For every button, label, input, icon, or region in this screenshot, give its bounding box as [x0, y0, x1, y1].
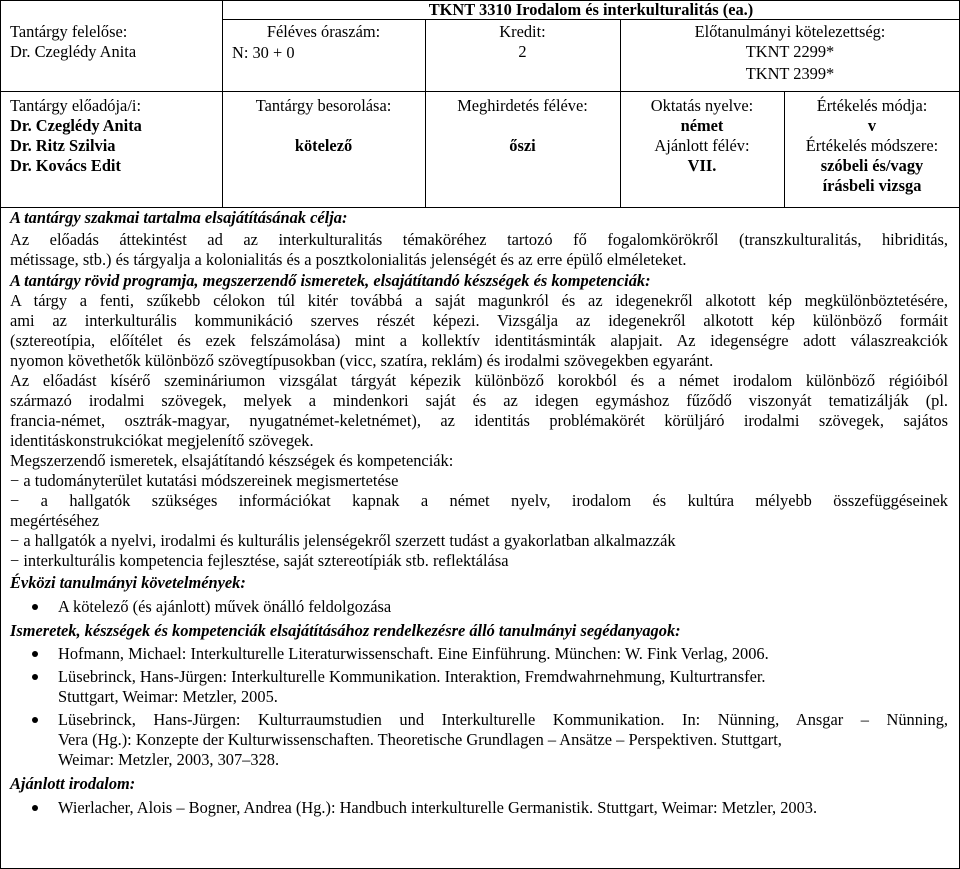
materials-list — [10, 644, 948, 770]
credit-label: Kredit: — [499, 22, 546, 41]
hours-cell — [222, 22, 425, 42]
requirements-list — [10, 597, 948, 617]
eval-mode-value: v — [867, 116, 877, 135]
responsible-cell — [10, 22, 220, 62]
material-item — [10, 644, 948, 664]
prereq-value-2: TKNT 2399* — [745, 64, 835, 83]
material-line: Lüsebrinck, Hans-Jürgen: Kulturraumstudien und Interkulturelle Kommunikation. In: Nünning, Ansgar – Nünning, — [58, 710, 948, 729]
prereq-label: Előtanulmányi kötelezettség: — [694, 22, 886, 41]
program-text-line: Az előadást kísérő szemináriumon vizsgálat tárgyát képezik különböző korokból és a német irodalom különböző régióiból — [10, 371, 948, 390]
recommended-reading-heading: Ajánlott irodalom: — [10, 774, 136, 793]
program-text-line: A tárgy a fenti, szűkebb célokon túl kitér továbbá a saját magunkról és az idegenekről alkotott kép megkülönböztetésére, — [10, 291, 948, 310]
program-text-line: (sztereotípia, előítélet és ezek felszámolása) mint a kollektív identitásminták alapjait. Az idegenségre adott válaszreakciók — [10, 331, 948, 350]
course-body — [10, 208, 948, 818]
lecturer-name: Dr. Czeglédy Anita — [10, 116, 142, 135]
skill-item-continuation: megértéséhez — [10, 511, 100, 530]
lecturer-name: Dr. Kovács Edit — [10, 156, 121, 175]
material-item — [10, 667, 948, 707]
semester-label: Meghirdetés féléve: — [457, 96, 588, 115]
header-divider — [0, 91, 960, 92]
classification-value: kötelező — [294, 136, 353, 155]
material-line: Lüsebrinck, Hans-Jürgen: Interkulturelle Kommunikation. Interaktion, Fremdwahrnehmung, Kulturtransfer. — [58, 667, 766, 686]
requirement-item: A kötelező (és ajánlott) művek önálló feldolgozása — [10, 597, 948, 617]
requirements-heading: Évközi tanulmányi követelmények: — [10, 573, 246, 592]
credit-value: 2 — [518, 42, 527, 61]
language-value: német — [680, 116, 724, 135]
classification-cell — [222, 96, 425, 156]
program-text-line: ami az interkulturális kommunikáció szerves részét képezi. Vizsgálja az idegenekről alkotott kép különböző formáit — [10, 311, 948, 330]
prereq-value-1: TKNT 2299* — [745, 42, 835, 61]
skills-intro: Megszerzendő ismeretek, elsajátítandó készségek és kompetenciák: — [10, 451, 454, 470]
material-line: Stuttgart, Weimar: Metzler, 2005. — [58, 687, 278, 706]
prereq-cell — [620, 22, 960, 84]
lecturers-cell — [10, 96, 220, 176]
hours-label: Féléves óraszám: — [266, 22, 381, 41]
language-cell — [620, 96, 784, 176]
responsible-label: Tantárgy felelőse: — [10, 22, 128, 41]
skill-item: − a tudományterület kutatási módszereinek megismertetése — [10, 471, 399, 490]
skill-item: − a hallgatók a nyelvi, irodalmi és kulturális jelenségekről szerzett tudást a gyakorlatban alkalmazzák — [10, 531, 676, 550]
title-divider — [222, 19, 960, 20]
recommended-value: VII. — [687, 156, 717, 175]
hours-value: N: 30 + 0 — [232, 43, 295, 62]
material-line: Vera (Hg.): Konzepte der Kulturwissenschaften. Theoretische Grundlagen – Ansätze – Perspektiven. Stuttgart, — [58, 730, 782, 749]
materials-heading: Ismeretek, készségek és kompetenciák elsajátításához rendelkezésre álló tanulmányi segédanyagok: — [10, 621, 681, 640]
language-label: Oktatás nyelve: — [650, 96, 754, 115]
material-line: Hofmann, Michael: Interkulturelle Literaturwissenschaft. Eine Einführung. München: W. Fink Verlag, 2006. — [58, 644, 769, 663]
material-item — [10, 710, 948, 770]
eval-method-value: írásbeli vizsga — [822, 176, 922, 195]
program-text-line: nyomon követhetők különböző szövegtípusokban (vicc, szatíra, reklám) és irodalmi szövegekben egyaránt. — [10, 351, 714, 370]
material-line: Weimar: Metzler, 2003, 307–328. — [58, 750, 280, 769]
skill-item: − a hallgatók szükséges információkat kapnak a német nyelv, irodalom és kultúra mélyebb összefüggéseinek — [10, 491, 948, 510]
classification-label: Tantárgy besorolása: — [255, 96, 392, 115]
semester-value: őszi — [509, 136, 536, 155]
aim-heading: A tantárgy szakmai tartalma elsajátításának célja: — [10, 208, 348, 227]
responsible-name: Dr. Czeglédy Anita — [10, 42, 137, 61]
skill-item: − interkulturális kompetencia fejlesztése, saját sztereotípiák stb. reflektálása — [10, 551, 509, 570]
program-text-line: identitáskonstrukciókat megjelenítő szövegek. — [10, 431, 314, 450]
eval-method-label: Értékelés módszere: — [805, 136, 939, 155]
lecturers-label: Tantárgy előadója/i: — [10, 96, 141, 115]
lecturer-name: Dr. Ritz Szilvia — [10, 136, 116, 155]
table-border-left — [0, 0, 1, 869]
recommended-reading-item: Wierlacher, Alois – Bogner, Andrea (Hg.): Handbuch interkulturelle Germanistik. Stuttgart, Weimar: Metzler, 2003. — [10, 798, 948, 818]
eval-mode-label: Értékelés módja: — [816, 96, 928, 115]
course-title: TKNT 3310 Irodalom és interkulturalitás (ea.) — [428, 0, 754, 19]
aim-text-line: Az előadás áttekintést ad az interkulturalitás témaköréhez tartozó fő fogalomkörökről (transzkulturalitás, hibriditás, — [10, 230, 948, 249]
recommended-reading-list — [10, 798, 948, 818]
credit-cell — [425, 22, 620, 62]
evaluation-cell — [784, 96, 960, 196]
program-heading: A tantárgy rövid programja, megszerzendő ismeretek, elsajátítandó készségek és kompetenciák: — [10, 271, 651, 290]
semester-cell — [425, 96, 620, 156]
program-text-line: francia-német, osztrák-magyar, nyugatnémet-keletnémet), az identitás problémakörét körüljáró irodalmi szövegek, sajátos — [10, 411, 948, 430]
aim-text-line: métissage, stb.) és tárgyalja a kolonialitás és a posztkolonialitás jelenségét és az erre épülő elméleteket. — [10, 250, 687, 269]
eval-method-value: szóbeli és/vagy — [820, 156, 924, 175]
recommended-label: Ajánlott félév: — [654, 136, 750, 155]
program-text-line: származó irodalmi szövegek, melyek a mindenkori saját és az idegen egymáshoz fűződő viszonyát tematizálják (pl. — [10, 391, 948, 410]
